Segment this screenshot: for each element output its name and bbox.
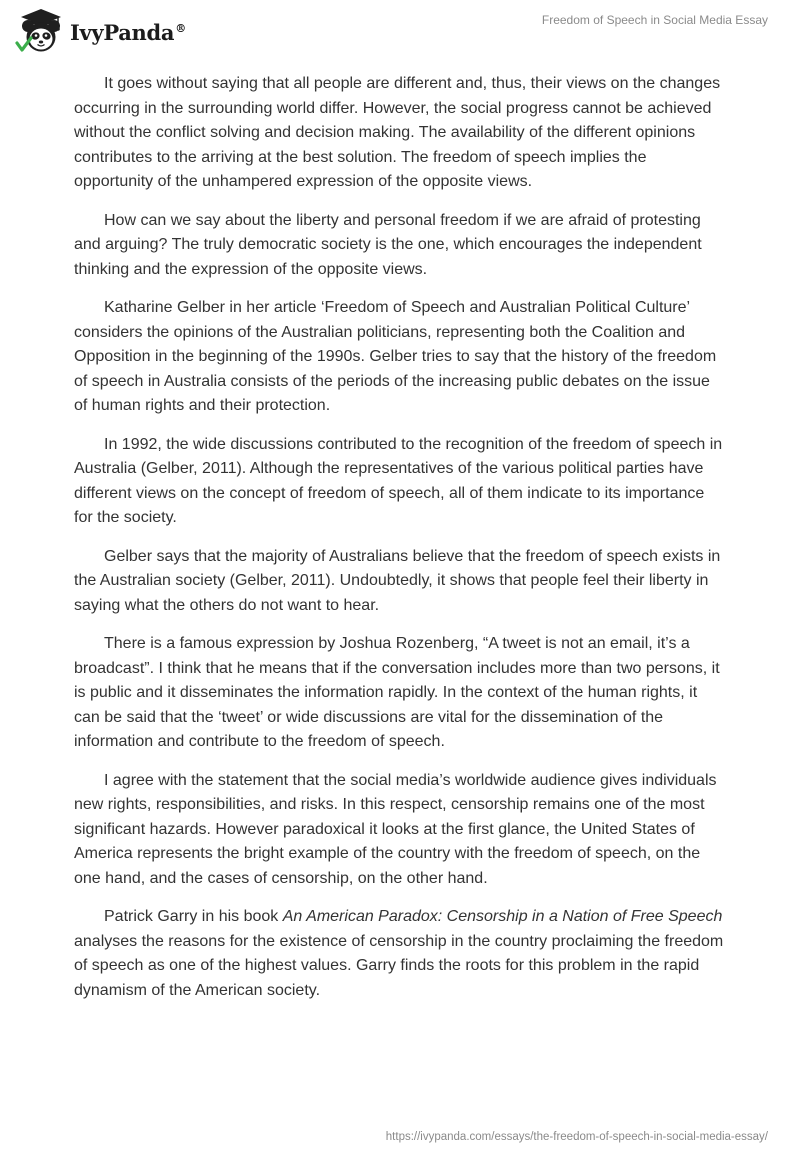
paragraph-garry bbox=[74, 905, 724, 1003]
paragraph: How can we say about the liberty and personal freedom if we are afraid of protesting and arguing? The truly democratic society is the one, which encourages the independent thinking and the expression of the opposite views. bbox=[74, 211, 702, 278]
ivypanda-logo[interactable] bbox=[14, 8, 186, 54]
book-title: An American Paradox: Censorship in a Nation of Free Speech bbox=[282, 908, 723, 925]
paragraph: It goes without saying that all people are different and, thus, their views on the changes occurring in the surrounding world differ. However, the social progress cannot be achieved without the conflict solving and decision making. The availability of the different opinions contributes to the arriving at the best solution. The freedom of speech implies the opportunity of the unhampered expression of the opposite views. bbox=[74, 75, 721, 190]
paragraph-text-after: analyses the reasons for the existence of censorship in the country proclaiming the freedom of speech as one of the highest values. Garry finds the roots for this problem in the rapid dynamism of the American society. bbox=[74, 932, 724, 999]
logo-wordmark: IvyPanda® bbox=[70, 19, 186, 45]
essay-body bbox=[74, 72, 724, 1017]
document-title: Freedom of Speech in Social Media Essay bbox=[541, 13, 768, 27]
paragraph-text-before: Patrick Garry in his book bbox=[104, 908, 283, 925]
panda-graduate-icon bbox=[14, 8, 68, 54]
paragraph: There is a famous expression by Joshua Rozenberg, “A tweet is not an email, it’s a broadcast”. I think that he means that if the conversation includes more than two persons, it is public and it disseminates the information rapidly. In the context of the human rights, it can be said that the ‘tweet’ or wide discussions are vital for the dissemination of the information and contribute to the freedom of speech. bbox=[74, 635, 720, 750]
registered-mark: ® bbox=[175, 21, 186, 35]
page-header bbox=[0, 0, 800, 60]
source-url[interactable]: https://ivypanda.com/essays/the-freedom-of-speech-in-social-media-essay/ bbox=[385, 1131, 768, 1143]
paragraph: Gelber says that the majority of Australians believe that the freedom of speech exists in the Australian society (Gelber, 2011). Undoubtedly, it shows that people feel their liberty in saying what the others do not want to hear. bbox=[74, 547, 721, 614]
paragraph: I agree with the statement that the social media’s worldwide audience gives individuals new rights, responsibilities, and risks. In this respect, censorship remains one of the most significant hazards. However paradoxical it looks at the first glance, the United States of America represents the bright example of the country with the freedom of speech, on the one hand, and the cases of censorship, on the other hand. bbox=[74, 771, 717, 887]
paragraph: Katharine Gelber in her article ‘Freedom of Speech and Australian Political Culture’ considers the opinions of the Australian politicians, representing both the Coalition and Opposition in the beginning of the 1990s. Gelber tries to say that the history of the freedom of speech in Australia consists of the periods of the increasing public debates on the issue of human rights and their protection. bbox=[74, 299, 717, 414]
paragraph: In 1992, the wide discussions contributed to the recognition of the freedom of speech in Australia (Gelber, 2011). Although the representatives of the various political parties have different views on the concept of freedom of speech, all of them indicate to its importance for the society. bbox=[74, 435, 723, 526]
